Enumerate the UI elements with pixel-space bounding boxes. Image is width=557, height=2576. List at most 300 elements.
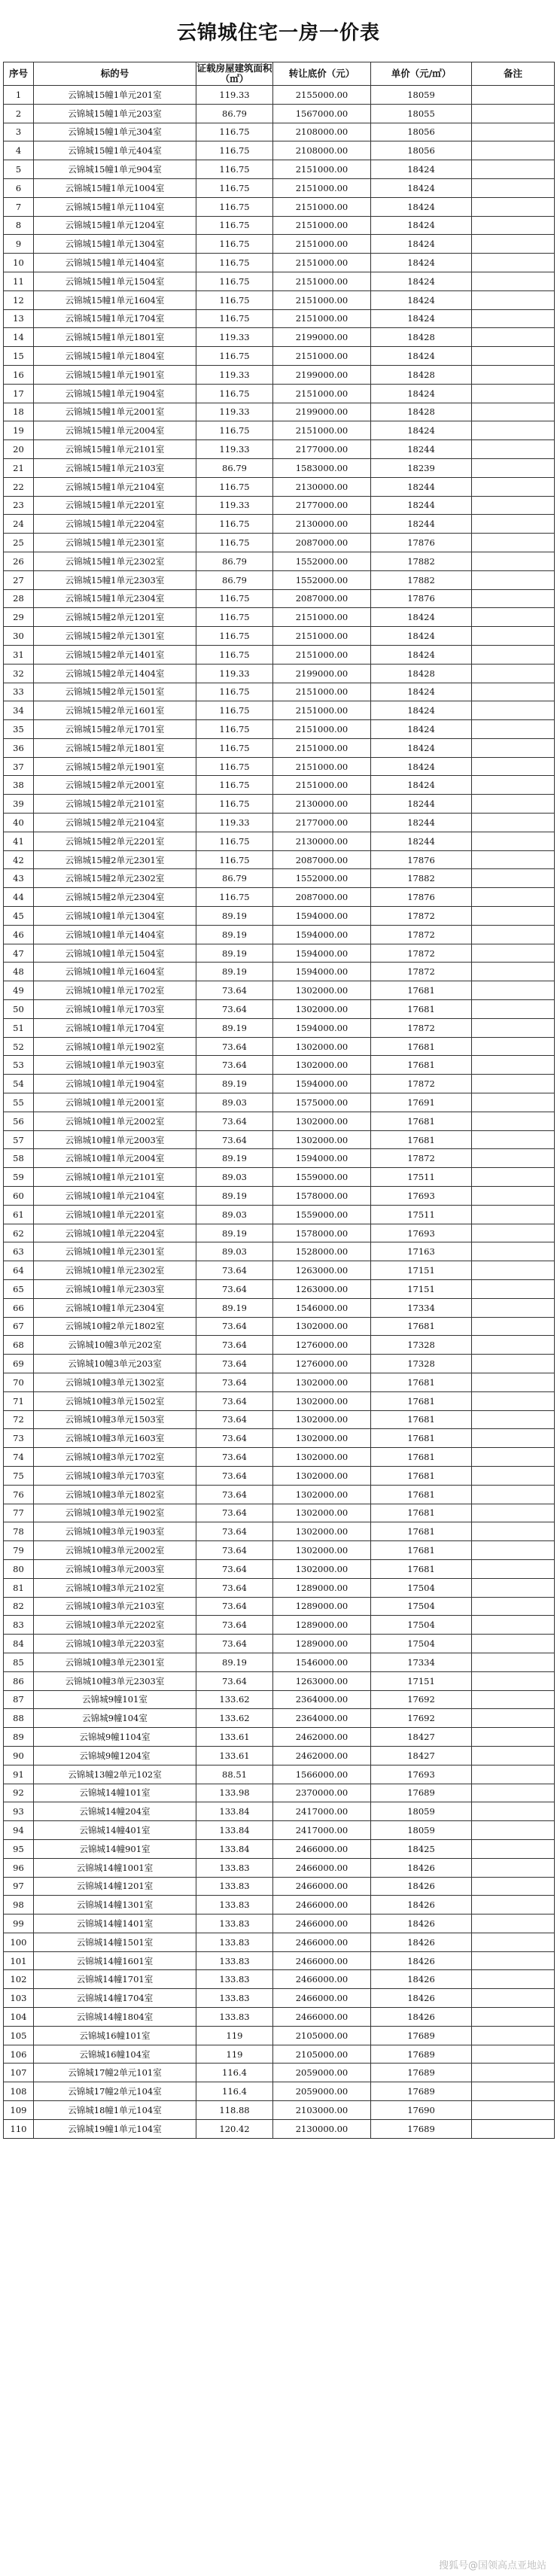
row-index: 93 — [4, 1802, 34, 1821]
remark — [472, 1839, 555, 1858]
unit-name: 云锦城15幢1单元1204室 — [34, 216, 196, 235]
row-index: 74 — [4, 1448, 34, 1467]
unit-price: 17681 — [371, 1112, 472, 1130]
unit-name: 云锦城10幢3单元1503室 — [34, 1410, 196, 1429]
table-row — [4, 1130, 555, 1149]
price: 1276000.00 — [273, 1355, 371, 1373]
area: 73.64 — [196, 1485, 273, 1504]
table-row — [4, 2045, 555, 2064]
price: 2087000.00 — [273, 850, 371, 869]
unit-price: 17691 — [371, 1093, 472, 1112]
area: 73.64 — [196, 1317, 273, 1336]
price: 1552000.00 — [273, 570, 371, 589]
area: 86.79 — [196, 570, 273, 589]
price: 2462000.00 — [273, 1728, 371, 1747]
table-row — [4, 1709, 555, 1728]
table-row — [4, 384, 555, 403]
row-index: 54 — [4, 1075, 34, 1093]
row-index: 32 — [4, 664, 34, 683]
remark — [472, 1522, 555, 1541]
table-row — [4, 832, 555, 850]
area: 116.75 — [196, 589, 273, 608]
table-row — [4, 925, 555, 944]
unit-name: 云锦城15幢1单元1004室 — [34, 178, 196, 197]
remark — [472, 1765, 555, 1784]
unit-name: 云锦城15幢1单元201室 — [34, 86, 196, 105]
unit-price: 18424 — [371, 197, 472, 216]
area: 73.64 — [196, 1559, 273, 1578]
price-table — [3, 62, 555, 2139]
remark — [472, 2008, 555, 2027]
row-index: 52 — [4, 1037, 34, 1056]
remark — [472, 1336, 555, 1355]
remark — [472, 1635, 555, 1653]
unit-name: 云锦城10幢1单元2104室 — [34, 1187, 196, 1206]
unit-price: 17504 — [371, 1578, 472, 1597]
remark — [472, 1355, 555, 1373]
area: 73.64 — [196, 1541, 273, 1560]
area: 89.19 — [196, 907, 273, 926]
unit-price: 17151 — [371, 1261, 472, 1280]
area: 133.83 — [196, 1933, 273, 1951]
unit-name: 云锦城10幢3单元1603室 — [34, 1429, 196, 1448]
unit-price: 17151 — [371, 1280, 472, 1299]
remark — [472, 458, 555, 477]
area: 119.33 — [196, 365, 273, 384]
table-row — [4, 1690, 555, 1709]
remark — [472, 2064, 555, 2082]
remark — [472, 1578, 555, 1597]
row-index: 57 — [4, 1130, 34, 1149]
table-row — [4, 1839, 555, 1858]
table-row — [4, 1149, 555, 1168]
row-index: 12 — [4, 290, 34, 309]
row-index: 41 — [4, 832, 34, 850]
row-index: 37 — [4, 757, 34, 776]
remark — [472, 440, 555, 459]
table-row — [4, 272, 555, 290]
table-row — [4, 1018, 555, 1037]
price: 2466000.00 — [273, 1877, 371, 1896]
remark — [472, 1056, 555, 1075]
price: 2370000.00 — [273, 1784, 371, 1802]
row-index: 73 — [4, 1429, 34, 1448]
row-index: 45 — [4, 907, 34, 926]
area: 133.84 — [196, 1821, 273, 1840]
remark — [472, 534, 555, 552]
table-row — [4, 1858, 555, 1877]
price: 1302000.00 — [273, 1130, 371, 1149]
unit-name: 云锦城15幢1单元2303室 — [34, 570, 196, 589]
area: 133.83 — [196, 1877, 273, 1896]
row-index: 99 — [4, 1915, 34, 1933]
unit-name: 云锦城10幢1单元2302室 — [34, 1261, 196, 1280]
price: 2199000.00 — [273, 664, 371, 683]
unit-name: 云锦城17幢2单元104室 — [34, 2082, 196, 2101]
table-row — [4, 1168, 555, 1187]
table-row — [4, 738, 555, 757]
row-index: 95 — [4, 1839, 34, 1858]
unit-price: 17876 — [371, 850, 472, 869]
area: 119.33 — [196, 814, 273, 832]
area: 116.75 — [196, 197, 273, 216]
row-index: 89 — [4, 1728, 34, 1747]
unit-price: 17681 — [371, 1130, 472, 1149]
row-index: 60 — [4, 1187, 34, 1206]
price: 2417000.00 — [273, 1821, 371, 1840]
unit-price: 18424 — [371, 272, 472, 290]
unit-price: 18428 — [371, 328, 472, 347]
area: 73.64 — [196, 1597, 273, 1616]
table-body — [4, 86, 555, 2139]
price: 1263000.00 — [273, 1671, 371, 1690]
remark — [472, 1168, 555, 1187]
table-row — [4, 123, 555, 141]
unit-price: 17334 — [371, 1653, 472, 1671]
price: 2087000.00 — [273, 589, 371, 608]
area: 88.51 — [196, 1765, 273, 1784]
unit-name: 云锦城15幢2单元1401室 — [34, 645, 196, 664]
price: 1546000.00 — [273, 1298, 371, 1317]
remark — [472, 1951, 555, 1970]
unit-name: 云锦城14幢1201室 — [34, 1877, 196, 1896]
row-index: 36 — [4, 738, 34, 757]
remark — [472, 1224, 555, 1242]
price: 2151000.00 — [273, 290, 371, 309]
price: 1302000.00 — [273, 1373, 371, 1391]
row-index: 31 — [4, 645, 34, 664]
header-price: 转让底价（元） — [273, 62, 371, 86]
unit-price: 18428 — [371, 403, 472, 421]
row-index: 24 — [4, 515, 34, 534]
table-row — [4, 1970, 555, 1989]
row-index: 17 — [4, 384, 34, 403]
price: 2417000.00 — [273, 1802, 371, 1821]
unit-name: 云锦城15幢1单元1801室 — [34, 328, 196, 347]
area: 73.64 — [196, 1261, 273, 1280]
unit-name: 云锦城10幢3单元1302室 — [34, 1373, 196, 1391]
unit-price: 17689 — [371, 2045, 472, 2064]
area: 116.75 — [196, 608, 273, 627]
remark — [472, 1746, 555, 1765]
area: 89.03 — [196, 1093, 273, 1112]
area: 73.64 — [196, 1280, 273, 1299]
unit-price: 17689 — [371, 2082, 472, 2101]
table-row — [4, 1765, 555, 1784]
row-index: 88 — [4, 1709, 34, 1728]
remark — [472, 1616, 555, 1635]
table-row — [4, 1000, 555, 1019]
row-index: 91 — [4, 1765, 34, 1784]
row-index: 26 — [4, 552, 34, 570]
unit-name: 云锦城10幢1单元1902室 — [34, 1037, 196, 1056]
unit-price: 17681 — [371, 1485, 472, 1504]
price: 2151000.00 — [273, 197, 371, 216]
area: 119.33 — [196, 86, 273, 105]
unit-price: 18244 — [371, 814, 472, 832]
area: 133.84 — [196, 1802, 273, 1821]
remark — [472, 1448, 555, 1467]
area: 116.75 — [196, 795, 273, 814]
unit-name: 云锦城15幢1单元2302室 — [34, 552, 196, 570]
unit-name: 云锦城15幢1单元2001室 — [34, 403, 196, 421]
remark — [472, 776, 555, 795]
price: 2151000.00 — [273, 254, 371, 272]
table-row — [4, 1728, 555, 1747]
remark — [472, 1391, 555, 1410]
remark — [472, 309, 555, 328]
price: 1559000.00 — [273, 1205, 371, 1224]
table-row — [4, 720, 555, 739]
area: 73.64 — [196, 1522, 273, 1541]
area: 119 — [196, 2026, 273, 2045]
remark — [472, 850, 555, 869]
unit-price: 17511 — [371, 1205, 472, 1224]
remark — [472, 1317, 555, 1336]
price: 2151000.00 — [273, 384, 371, 403]
price: 1559000.00 — [273, 1168, 371, 1187]
price: 2466000.00 — [273, 1858, 371, 1877]
area: 89.03 — [196, 1205, 273, 1224]
remark — [472, 795, 555, 814]
area: 116.75 — [196, 123, 273, 141]
price: 1594000.00 — [273, 1075, 371, 1093]
price: 2151000.00 — [273, 160, 371, 179]
remark — [472, 944, 555, 963]
unit-name: 云锦城15幢2单元1301室 — [34, 627, 196, 646]
price: 2059000.00 — [273, 2064, 371, 2082]
row-index: 72 — [4, 1410, 34, 1429]
area: 86.79 — [196, 552, 273, 570]
price: 1552000.00 — [273, 869, 371, 888]
table-row — [4, 216, 555, 235]
unit-name: 云锦城9幢1204室 — [34, 1746, 196, 1765]
remark — [472, 570, 555, 589]
remark — [472, 1728, 555, 1747]
table-row — [4, 1391, 555, 1410]
row-index: 81 — [4, 1578, 34, 1597]
unit-price: 17328 — [371, 1336, 472, 1355]
unit-name: 云锦城10幢1单元2303室 — [34, 1280, 196, 1299]
remark — [472, 216, 555, 235]
row-index: 2 — [4, 104, 34, 123]
unit-price: 18428 — [371, 365, 472, 384]
unit-price: 17872 — [371, 963, 472, 981]
table-header-row — [4, 62, 555, 86]
area: 89.03 — [196, 1242, 273, 1261]
unit-name: 云锦城10幢1单元2304室 — [34, 1298, 196, 1317]
unit-name: 云锦城15幢1单元2201室 — [34, 496, 196, 515]
unit-name: 云锦城15幢2单元1601室 — [34, 701, 196, 720]
unit-name: 云锦城10幢1单元2001室 — [34, 1093, 196, 1112]
unit-name: 云锦城14幢1701室 — [34, 1970, 196, 1989]
area: 86.79 — [196, 104, 273, 123]
row-index: 46 — [4, 925, 34, 944]
table-row — [4, 1802, 555, 1821]
price: 1594000.00 — [273, 944, 371, 963]
price: 2151000.00 — [273, 347, 371, 366]
price: 2151000.00 — [273, 309, 371, 328]
row-index: 23 — [4, 496, 34, 515]
table-row — [4, 515, 555, 534]
unit-name: 云锦城10幢3单元2301室 — [34, 1653, 196, 1671]
unit-price: 17692 — [371, 1690, 472, 1709]
table-row — [4, 141, 555, 160]
table-row — [4, 589, 555, 608]
area: 116.75 — [196, 888, 273, 907]
unit-price: 18244 — [371, 440, 472, 459]
row-index: 92 — [4, 1784, 34, 1802]
remark — [472, 290, 555, 309]
unit-price: 17681 — [371, 1522, 472, 1541]
table-row — [4, 1336, 555, 1355]
unit-price: 18056 — [371, 141, 472, 160]
unit-name: 云锦城16幢101室 — [34, 2026, 196, 2045]
unit-price: 17689 — [371, 1784, 472, 1802]
table-row — [4, 552, 555, 570]
area: 73.64 — [196, 1373, 273, 1391]
unit-name: 云锦城10幢2单元1802室 — [34, 1317, 196, 1336]
area: 116.75 — [196, 720, 273, 739]
unit-price: 18239 — [371, 458, 472, 477]
row-index: 6 — [4, 178, 34, 197]
unit-name: 云锦城14幢204室 — [34, 1802, 196, 1821]
price: 1302000.00 — [273, 1541, 371, 1560]
unit-price: 17872 — [371, 925, 472, 944]
row-index: 14 — [4, 328, 34, 347]
row-index: 75 — [4, 1466, 34, 1485]
table-row — [4, 1951, 555, 1970]
row-index: 29 — [4, 608, 34, 627]
area: 116.75 — [196, 738, 273, 757]
price: 1302000.00 — [273, 1429, 371, 1448]
row-index: 103 — [4, 1989, 34, 2008]
table-row — [4, 197, 555, 216]
remark — [472, 235, 555, 254]
row-index: 82 — [4, 1597, 34, 1616]
row-index: 84 — [4, 1635, 34, 1653]
unit-name: 云锦城10幢1单元1504室 — [34, 944, 196, 963]
row-index: 67 — [4, 1317, 34, 1336]
remark — [472, 272, 555, 290]
header-unit-price: 单价（元/㎡） — [371, 62, 472, 86]
area: 116.75 — [196, 477, 273, 496]
remark — [472, 178, 555, 197]
table-row — [4, 850, 555, 869]
unit-name: 云锦城10幢3单元2002室 — [34, 1541, 196, 1560]
remark — [472, 1187, 555, 1206]
price: 2151000.00 — [273, 421, 371, 440]
unit-name: 云锦城15幢2单元2201室 — [34, 832, 196, 850]
remark — [472, 1485, 555, 1504]
unit-price: 17681 — [371, 1429, 472, 1448]
unit-price: 18424 — [371, 347, 472, 366]
row-index: 94 — [4, 1821, 34, 1840]
unit-name: 云锦城15幢1单元304室 — [34, 123, 196, 141]
unit-name: 云锦城15幢2单元1801室 — [34, 738, 196, 757]
table-row — [4, 421, 555, 440]
table-row — [4, 2101, 555, 2120]
price: 1594000.00 — [273, 1018, 371, 1037]
remark — [472, 1149, 555, 1168]
area: 73.64 — [196, 1671, 273, 1690]
price: 2177000.00 — [273, 440, 371, 459]
row-index: 78 — [4, 1522, 34, 1541]
unit-name: 云锦城10幢1单元2101室 — [34, 1168, 196, 1187]
remark — [472, 477, 555, 496]
unit-name: 云锦城10幢3单元1703室 — [34, 1466, 196, 1485]
remark — [472, 1970, 555, 1989]
table-row — [4, 1915, 555, 1933]
price: 1594000.00 — [273, 925, 371, 944]
area: 116.75 — [196, 178, 273, 197]
table-row — [4, 290, 555, 309]
remark — [472, 2045, 555, 2064]
price: 1528000.00 — [273, 1242, 371, 1261]
price: 1594000.00 — [273, 1149, 371, 1168]
area: 116.75 — [196, 534, 273, 552]
area: 116.75 — [196, 850, 273, 869]
price: 1289000.00 — [273, 1597, 371, 1616]
remark — [472, 1205, 555, 1224]
price: 2108000.00 — [273, 141, 371, 160]
remark — [472, 1298, 555, 1317]
price: 2466000.00 — [273, 1970, 371, 1989]
price: 1302000.00 — [273, 1410, 371, 1429]
table-row — [4, 104, 555, 123]
area: 89.19 — [196, 963, 273, 981]
unit-name: 云锦城10幢3单元202室 — [34, 1336, 196, 1355]
table-row — [4, 347, 555, 366]
unit-price: 17151 — [371, 1671, 472, 1690]
unit-price: 18426 — [371, 2008, 472, 2027]
area: 116.75 — [196, 701, 273, 720]
area: 119.33 — [196, 496, 273, 515]
unit-price: 18427 — [371, 1728, 472, 1747]
unit-price: 18428 — [371, 664, 472, 683]
unit-price: 18424 — [371, 776, 472, 795]
unit-name: 云锦城15幢2单元2104室 — [34, 814, 196, 832]
unit-name: 云锦城17幢2单元101室 — [34, 2064, 196, 2082]
unit-price: 17163 — [371, 1242, 472, 1261]
price: 1302000.00 — [273, 1391, 371, 1410]
unit-price: 18244 — [371, 515, 472, 534]
area: 116.75 — [196, 645, 273, 664]
area: 73.64 — [196, 1448, 273, 1467]
area: 116.75 — [196, 309, 273, 328]
unit-price: 17504 — [371, 1597, 472, 1616]
remark — [472, 589, 555, 608]
area: 133.83 — [196, 1951, 273, 1970]
remark — [472, 1933, 555, 1951]
table-row — [4, 1093, 555, 1112]
remark — [472, 869, 555, 888]
price: 1302000.00 — [273, 1448, 371, 1467]
row-index: 18 — [4, 403, 34, 421]
unit-name: 云锦城10幢3单元1802室 — [34, 1485, 196, 1504]
unit-name: 云锦城15幢1单元1504室 — [34, 272, 196, 290]
row-index: 87 — [4, 1690, 34, 1709]
price: 2105000.00 — [273, 2045, 371, 2064]
price: 2466000.00 — [273, 1989, 371, 2008]
table-row — [4, 1037, 555, 1056]
remark — [472, 720, 555, 739]
unit-price: 18426 — [371, 1877, 472, 1896]
table-row — [4, 2026, 555, 2045]
table-row — [4, 1653, 555, 1671]
row-index: 19 — [4, 421, 34, 440]
remark — [472, 1000, 555, 1019]
